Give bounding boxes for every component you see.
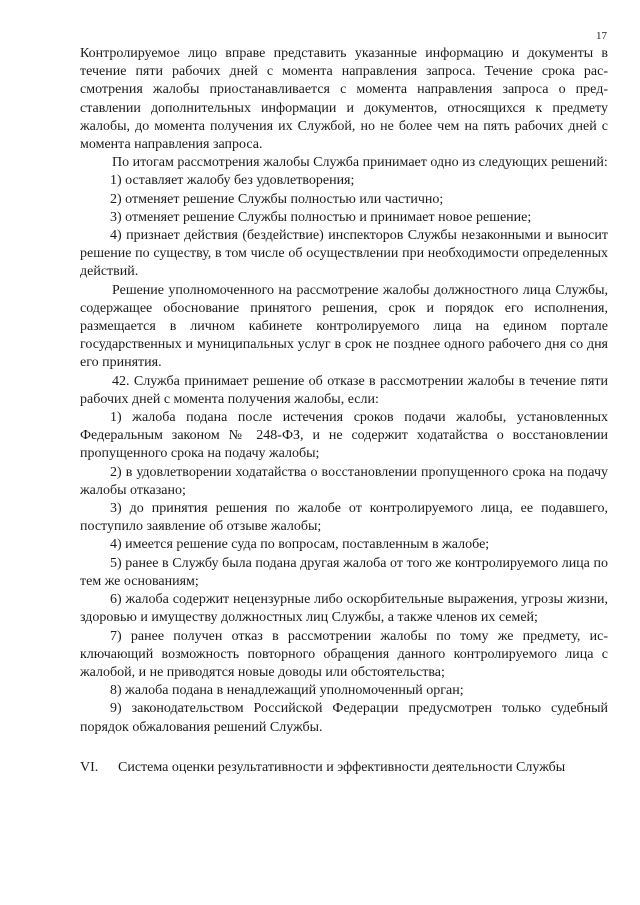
list-item-refusal-7: 7) ранее получен отказ в рассмотрении жалобы по тому же предмету, исключающий возможность повторного обращения данного контролируемого лица с жалобой, и не приводятся новые доводы или обстоятельства;	[80, 628, 609, 680]
list-item-refusal-1: 1) жалоба подана после истечения сроков подачи жалобы, установленных Федеральным законом № 248-ФЗ, и не содержит ходатайства о восстановлении пропущенного срока на подачу жалобы;	[80, 410, 609, 462]
paragraph-decision-intro: По итогам рассмотрения жалобы Служба принимает одно из следующих решений:	[112, 155, 608, 171]
section-heading	[80, 760, 610, 776]
list-item-decision-1: 1) оставляет жалобу без удовлетворения;	[110, 173, 355, 189]
paragraph-decision-publication: Решение уполномоченного на рассмотрение жалобы должностного лица Службы, содержащее обоснование принятого решения, срок и порядок его исполнения, размещается в личном кабинете контролируемого лица на едином портале государственных и муниципальных услуг в срок не позднее одного рабочего дня со дня его принятия.	[80, 282, 608, 371]
list-item-refusal-9: 9) законодательством Российской Федерации предусмотрен только судебный порядок обжалования решений Службы.	[80, 701, 608, 735]
page-number: 17	[596, 30, 607, 42]
list-item-decision-4: 4) признает действия (бездействие) инспекторов Службы незаконными и выносит решение по существу, в том числе об осуществлении при необходимости определенных действий.	[80, 228, 609, 280]
list-item-refusal-6: 6) жалоба содержит нецензурные либо оскорбительные выражения, угрозы жизни, здоровью и имуществу должностных лиц Службы, а также членов их семей;	[80, 592, 609, 626]
paragraph-documents-deadline: Контролируемое лицо вправе представить указанные информацию и документы в течение пяти рабочих дней с момента направления запроса. Течение срока рассмотрения жалобы приостанавливается с момента направления запроса о представлении дополнительных информации и документов, относящихся к предмету жалобы, до момента получения их Службой, но не более чем на пять рабочих дней с момента направления запроса.	[80, 46, 608, 153]
document-body	[80, 45, 608, 737]
list-item-refusal-4: 4) имеется решение суда по вопросам, поставленным в жалобе;	[110, 537, 490, 553]
list-item-decision-2: 2) отменяет решение Службы полностью или частично;	[110, 191, 444, 207]
section-title: Система оценки результативности и эффективности деятельности Службы	[118, 760, 566, 775]
list-item-refusal-2: 2) в удовлетворении ходатайства о восстановлении пропущенного срока на подачу жалобы отказано;	[80, 464, 608, 498]
list-item-refusal-8: 8) жалоба подана в ненадлежащий уполномоченный орган;	[110, 683, 464, 699]
paragraph-clause-42: 42. Служба принимает решение об отказе в рассмотрении жалобы в течение пяти рабочих дней с момента получения жалобы, если:	[80, 373, 608, 407]
list-item-refusal-3: 3) до принятия решения по жалобе от контролируемого лица, ее подавшего, поступило заявление об отзыве жалобы;	[80, 501, 608, 535]
list-item-decision-3: 3) отменяет решение Службы полностью и принимает новое решение;	[110, 209, 532, 225]
list-item-refusal-5: 5) ранее в Службу была подана другая жалоба от того же контролируемого лица по тем же основаниям;	[80, 555, 608, 589]
section-number: VI.	[80, 760, 99, 775]
